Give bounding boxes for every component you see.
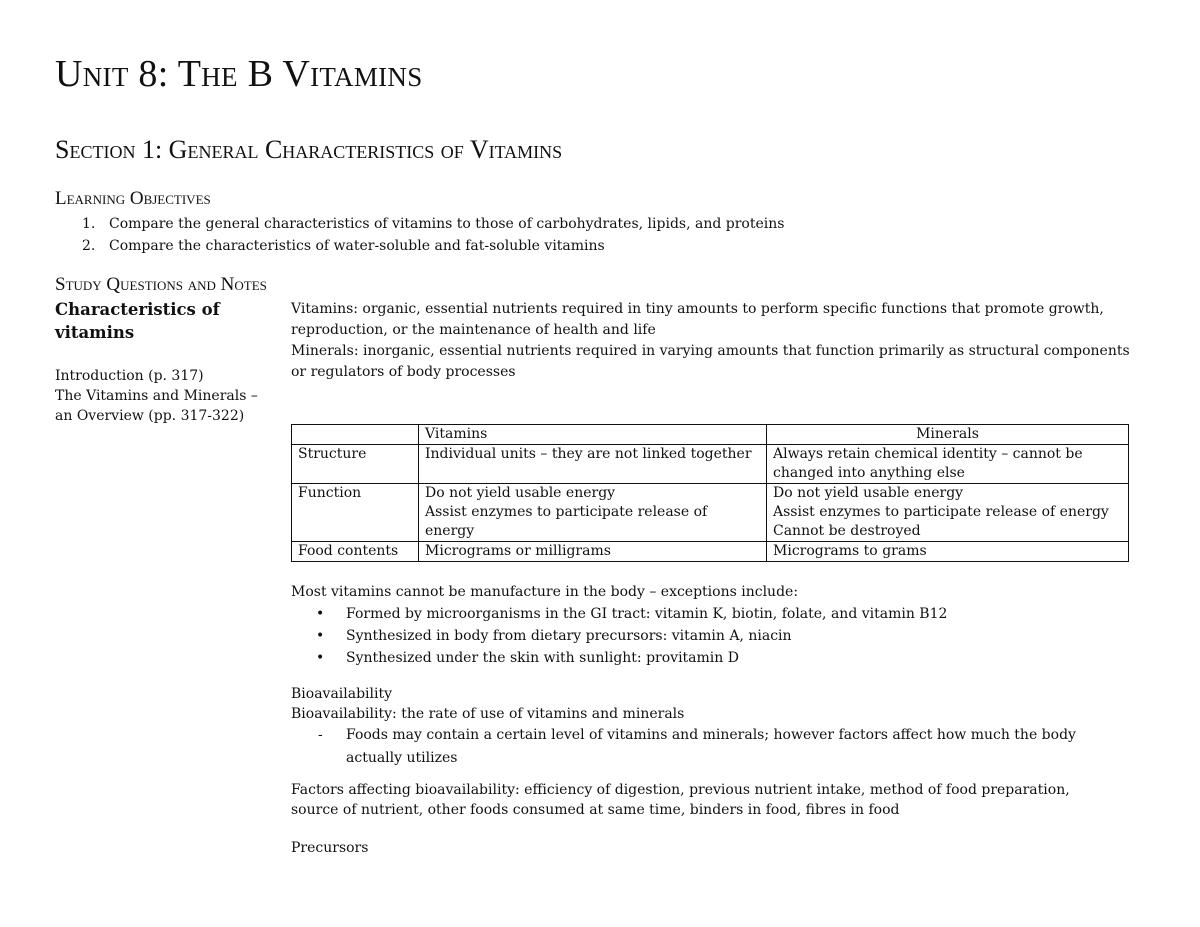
list-item-text: Synthesized in body from dietary precursors: vitamin A, niacin	[346, 628, 792, 644]
bullet-icon: •	[316, 628, 325, 644]
list-item	[291, 625, 1131, 647]
row-label: Food contents	[292, 542, 419, 562]
exceptions-intro: Most vitamins cannot be manufacture in the body – exceptions include:	[291, 584, 799, 600]
table-row	[292, 484, 1129, 542]
bullet-icon: •	[316, 650, 325, 666]
row-label: Structure	[292, 445, 419, 484]
definition-minerals: Minerals: inorganic, essential nutrients required in varying amounts that function primarily as structural components or regulators of body processes	[291, 343, 1130, 380]
bullet-icon: •	[316, 606, 325, 622]
factors-block	[291, 780, 1121, 820]
table-header-row	[292, 425, 1129, 445]
learning-objectives-list	[82, 213, 784, 257]
factors-text: Factors affecting bioavailability: efficiency of digestion, previous nutrient intake, method of food preparation, source of nutrient, other foods consumed at same time, binders in food, fibres in food	[291, 782, 1070, 818]
list-item	[291, 647, 1131, 669]
table-cell	[767, 542, 1129, 562]
cell-line: Micrograms or milligrams	[425, 543, 611, 559]
table-cell	[419, 542, 767, 562]
dash-icon: -	[318, 727, 323, 743]
list-item-text: Foods may contain a certain level of vitamins and minerals; however factors affect how much the body actually utilizes	[346, 727, 1076, 766]
cell-line: Micrograms to grams	[773, 543, 927, 559]
left-column	[55, 298, 280, 426]
cell-line: Always retain chemical identity – cannot be changed into anything else	[773, 446, 1083, 481]
cell-line: Cannot be destroyed	[773, 523, 921, 539]
table-row	[292, 542, 1129, 562]
definitions	[291, 299, 1131, 383]
vitamins-minerals-table	[291, 424, 1129, 562]
bioavailability-block	[291, 684, 1121, 770]
list-item-text: Synthesized under the skin with sunlight: provitamin D	[346, 650, 739, 666]
definition-vitamins: Vitamins: organic, essential nutrients required in tiny amounts to perform specific functions that promote growth, reproduction, or the maintenance of health and life	[291, 301, 1104, 338]
exceptions-list	[291, 603, 1131, 669]
list-item-text: Formed by microorganisms in the GI tract: vitamin K, biotin, folate, and vitamin B12	[346, 606, 948, 622]
objective-number: 2.	[82, 238, 96, 254]
precursors-heading: Precursors	[291, 840, 369, 856]
table-row	[292, 445, 1129, 484]
objective-item	[82, 235, 784, 257]
list-item	[291, 724, 1121, 770]
topic-title: Characteristics of vitamins	[55, 300, 220, 342]
learning-objectives-heading: Learning Objectives	[55, 188, 211, 209]
reading-references	[55, 366, 280, 426]
bioavailability-heading: Bioavailability	[291, 686, 393, 702]
objective-text: Compare the characteristics of water-soluble and fat-soluble vitamins	[109, 238, 605, 254]
reference-item: The Vitamins and Minerals – an Overview (pp. 317-322)	[55, 388, 258, 424]
objective-item	[82, 213, 784, 235]
table-cell	[419, 445, 767, 484]
cell-line: Assist enzymes to participate release of energy	[773, 504, 1109, 520]
table-header-cell	[292, 425, 419, 445]
cell-line: Do not yield usable energy	[425, 485, 616, 501]
table-header-cell: Vitamins	[419, 425, 767, 445]
table-header-cell: Minerals	[767, 425, 1129, 445]
objective-number: 1.	[82, 216, 96, 232]
bioavailability-definition: Bioavailability: the rate of use of vitamins and minerals	[291, 706, 685, 722]
table-cell	[419, 484, 767, 542]
table-cell	[767, 484, 1129, 542]
study-questions-heading: Study Questions and Notes	[55, 274, 267, 295]
exceptions-block	[291, 581, 1131, 669]
cell-line: Do not yield usable energy	[773, 485, 964, 501]
row-label: Function	[292, 484, 419, 542]
reference-item: Introduction (p. 317)	[55, 368, 204, 384]
section-title: Section 1: General Characteristics of Vitamins	[55, 135, 563, 164]
main-notes	[291, 299, 1131, 383]
list-item	[291, 603, 1131, 625]
cell-line: Individual units – they are not linked together	[425, 446, 752, 462]
unit-title: Unit 8: The B Vitamins	[55, 53, 423, 95]
table-cell	[767, 445, 1129, 484]
objective-text: Compare the general characteristics of vitamins to those of carbohydrates, lipids, and proteins	[109, 216, 785, 232]
cell-line: Assist enzymes to participate release of energy	[425, 504, 708, 539]
